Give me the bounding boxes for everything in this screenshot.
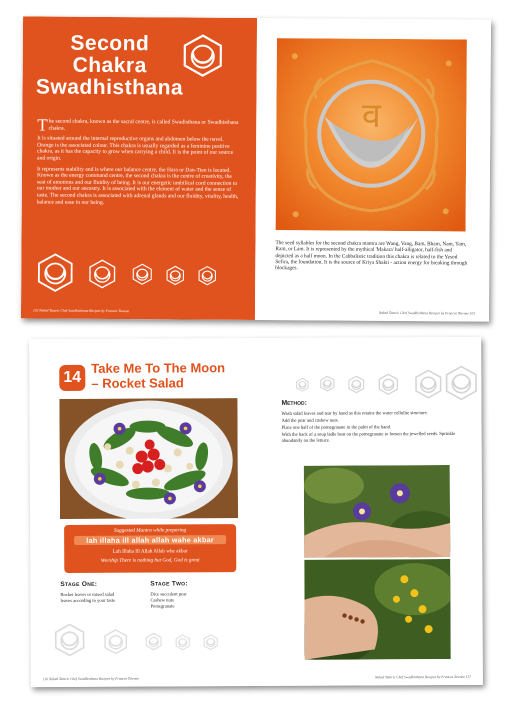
paragraph-3: It represents stability and is where our balance centre, the Hara or Dan-Tien is located. Known as the energy command centre, the second chakra is the centre of creativity, the seat of emotions and our fluidity of being. It is our energetic umbilical cord connection to our mother and our ancestry. It is associated with the element of water and the sense of taste. The second chakra is associated with adrenal glands and our fluidity, vitality, health, balance and ease in our being. <box>36 166 239 206</box>
svadhisthana-symbol-icon <box>197 266 217 286</box>
title-line-2: Chakra <box>72 53 147 78</box>
symbol-row <box>31 252 231 293</box>
recipe-title-line-2: – Rocket Salad <box>91 375 184 391</box>
method-step: Place one half of the pomegranate in the palm of the hand. <box>281 425 392 431</box>
method-steps <box>281 411 461 446</box>
picking-flowers-photo <box>304 559 451 660</box>
title-line-1: Second <box>70 31 150 56</box>
list-item: Pomegranate <box>150 603 175 609</box>
recipe-spread <box>29 337 483 687</box>
method-heading: Method: <box>281 399 307 407</box>
svadhisthana-symbol-icon <box>145 632 163 650</box>
list-item: Dice succulent pear <box>150 591 187 597</box>
method-page <box>255 337 483 686</box>
hands-with-violas-photo <box>304 465 450 558</box>
method-step: Wash salad leaves and tear by hand as this retains the water cellulite structure. <box>281 411 428 417</box>
recipe-number-badge: 14 <box>59 365 85 391</box>
mantra-transliteration: Lah Illaha Ill Allah Allah whe akbar <box>112 548 188 555</box>
svadhisthana-symbol-icon <box>87 259 117 289</box>
svadhisthana-symbol-icon <box>181 33 225 77</box>
list-item: Cashew nuts <box>150 597 174 603</box>
paragraph-2: It is situated around the internal reproductive organs and abdomen below the navel. Orange is the associated colour. This chakra is usually regarded as a feminine positive chakra, as it has the capacity to grow when carrying a child. It is the point of our source and origin. <box>37 135 234 162</box>
svadhisthana-symbol-icon <box>165 265 185 285</box>
recipe-title <box>91 360 251 391</box>
svadhisthana-symbol-icon <box>203 634 219 650</box>
symbol-row <box>295 365 471 406</box>
recipe-title-line-1: Take Me To The Moon <box>91 360 226 376</box>
chakra-info-page <box>21 16 257 320</box>
svadhisthana-symbol-icon <box>103 629 129 655</box>
page-footer: 102 Naked Tantric Chef Swadhisthana Recipes by Frances Tawnee <box>32 308 130 314</box>
svadhisthana-symbol-icon <box>347 375 365 393</box>
page-footer: Naked Tantric Chef Swadhisthana Recipes by Frances Tawnee 103 <box>378 310 476 316</box>
mantra-meaning: Worship There is nothing but God, God is great <box>100 557 200 564</box>
drop-cap: T <box>37 115 48 135</box>
svadhisthana-symbol-icon <box>443 365 479 401</box>
page-footer: 116 Naked Tantric Chef Swadhisthana Recipes by Frances Tawnee <box>42 676 139 682</box>
svadhisthana-symbol-icon <box>377 373 399 395</box>
chakra-description <box>36 115 242 211</box>
method-step: With the back of a soup ladle beat on the pomegranate to loosen the jewelled seeds. Sprinkle abundantly on the lettuce. <box>281 431 456 444</box>
chakra-spread <box>21 16 491 321</box>
recipe-page <box>29 338 257 687</box>
mantra-box <box>64 524 236 573</box>
list-item: leaves according to your taste <box>60 597 116 604</box>
stage-two-heading: Stage Two: <box>150 580 188 588</box>
page-title <box>34 32 184 99</box>
svadhisthana-symbol-icon <box>413 369 443 399</box>
stage-one-heading: Stage One: <box>60 580 98 589</box>
seed-syllables-caption: The seed syllables for the second chakra mantra are Wang, Vang, Bam, Bham, Nam, Yam, Ram, or Lam. It is represented by the mythical 'Makara' half-alligator, half-fish and depicted as a half moon. In the Cabbalistic tradition this chakra is related to the Yesod Sefira, the foundation. It is the source of Kriya Shakti - action energy for breaking through blockages. <box>275 240 468 272</box>
stage-two-list <box>150 591 186 610</box>
sacral-chakra-painting <box>276 38 467 231</box>
svadhisthana-symbol-icon <box>295 378 309 392</box>
svadhisthana-symbol-icon <box>131 263 153 285</box>
mantra-script: lah illaha ill allah allah wahe akbar <box>74 535 226 545</box>
stage-one-list <box>60 592 115 605</box>
symbol-row <box>45 622 245 659</box>
list-item: Rocket leaves or mixed salad <box>60 591 115 598</box>
title-line-3: Swadhisthana <box>35 75 184 100</box>
svadhisthana-symbol-icon <box>319 376 335 392</box>
page-footer: Naked Tantric Chef Swadhisthana Recipes by Frances Tawnee 117 <box>374 674 471 680</box>
svadhisthana-symbol-icon <box>35 252 75 292</box>
method-step: Add the pear and cashew nuts. <box>281 418 339 424</box>
svg-text:व: व <box>361 95 381 136</box>
rocket-salad-photo <box>59 398 238 519</box>
paragraph-1: he second chakra, known as the sacral centre, is called Swadisthana or Swadhisthana chakra. <box>48 118 239 132</box>
svadhisthana-symbol-icon <box>53 623 87 657</box>
mantra-intro: Suggested Mantra while preparing <box>113 527 187 534</box>
chakra-art-page <box>255 18 491 322</box>
svadhisthana-symbol-icon <box>175 634 191 650</box>
